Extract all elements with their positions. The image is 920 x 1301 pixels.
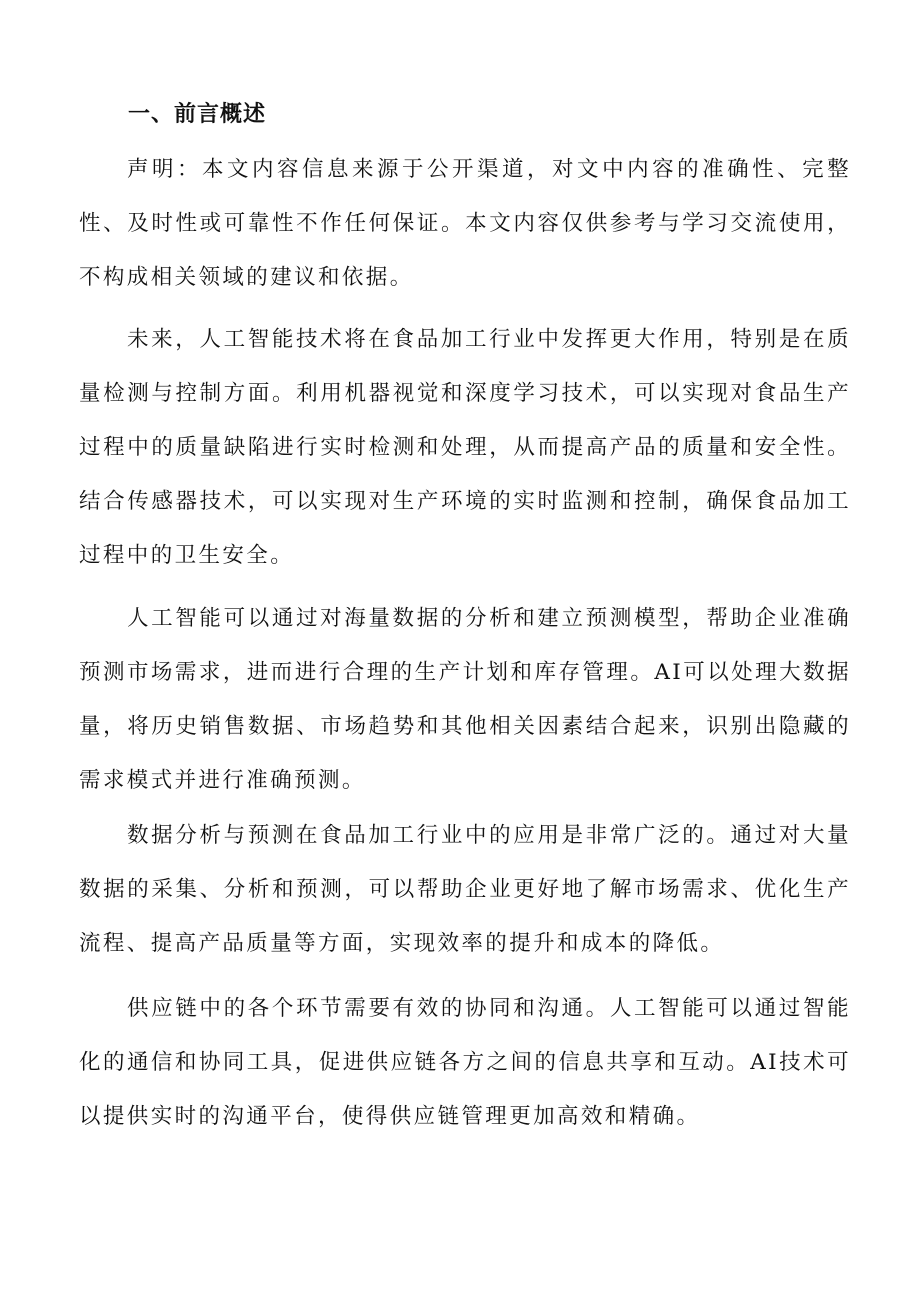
body-paragraph-demand-forecast: 人工智能可以通过对海量数据的分析和建立预测模型，帮助企业准确预测市场需求，进而进行合理的生产计划和库存管理。AI可以处理大数据量，将历史销售数据、市场趋势和其他相关因素结合起来，识别出隐藏的需求模式并进行准确预测。 <box>79 606 851 793</box>
body-paragraph-supply-chain: 供应链中的各个环节需要有效的协同和沟通。人工智能可以通过智能化的通信和协同工具，促进供应链各方之间的信息共享和互动。AI技术可以提供实时的沟通平台，使得供应链管理更加高效和精确。 <box>79 996 851 1129</box>
body-paragraph-quality-control: 未来，人工智能技术将在食品加工行业中发挥更大作用，特别是在质量检测与控制方面。利用机器视觉和深度学习技术，可以实现对食品生产过程中的质量缺陷进行实时检测和处理，从而提高产品的质量和安全性。结合传感器技术，可以实现对生产环境的实时监测和控制，确保食品加工过程中的卫生安全。 <box>79 327 851 568</box>
section-heading: 一、前言概述 <box>128 102 267 127</box>
body-paragraph-data-analysis: 数据分析与预测在食品加工行业中的应用是非常广泛的。通过对大量数据的采集、分析和预测，可以帮助企业更好地了解市场需求、优化生产流程、提高产品质量等方面，实现效率的提升和成本的降低。 <box>79 823 851 956</box>
disclaimer-paragraph: 声明：本文内容信息来源于公开渠道，对文中内容的准确性、完整性、及时性或可靠性不作任何保证。本文内容仅供参考与学习交流使用，不构成相关领域的建议和依据。 <box>79 157 851 290</box>
